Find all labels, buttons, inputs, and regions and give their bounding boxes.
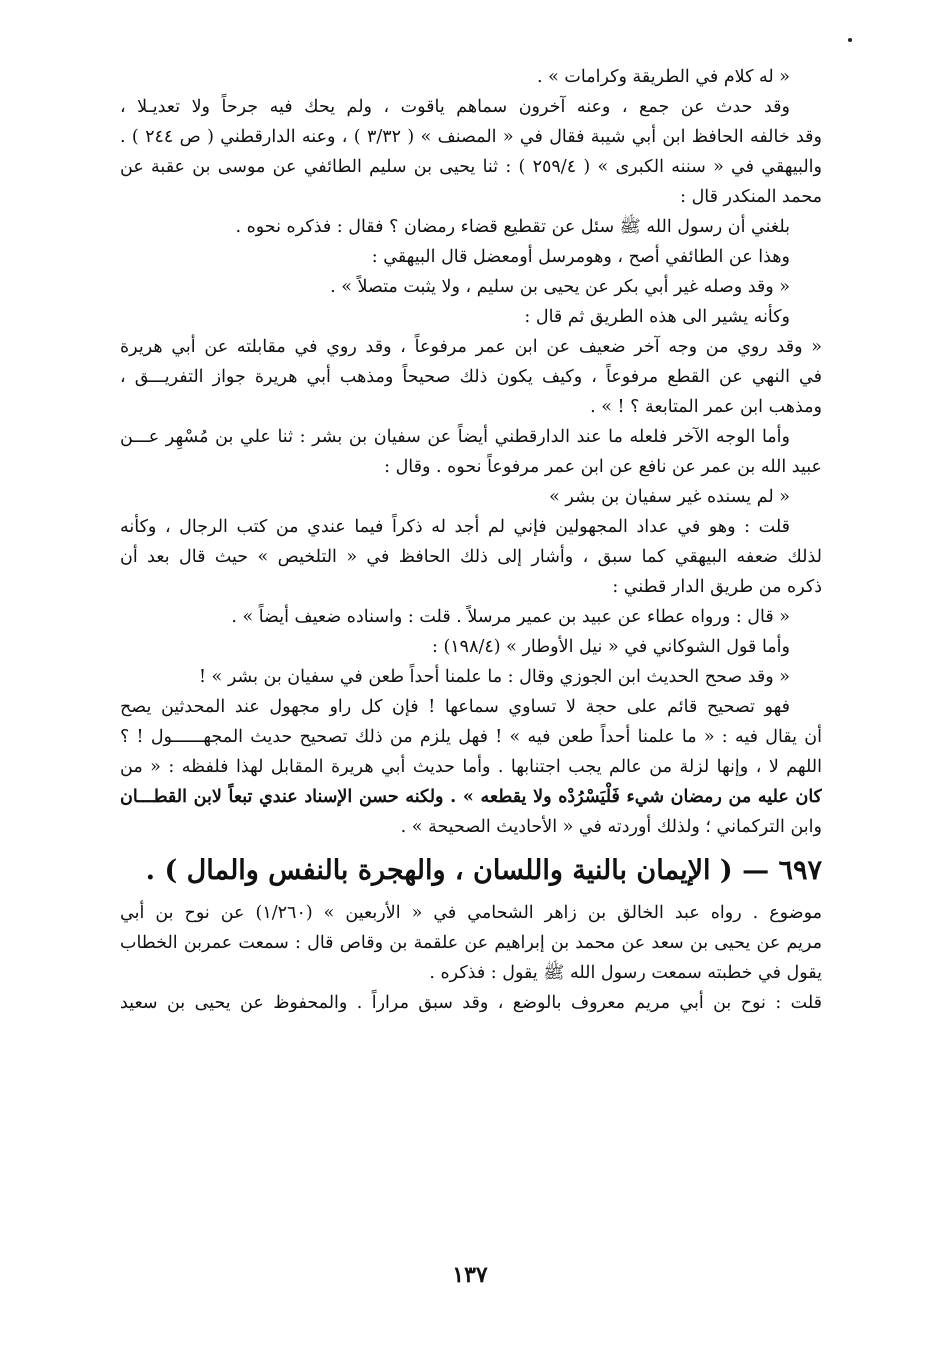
text-line: فهو تصحيح قائم على حجة لا تساوي سماعها ! فإن كل راو مجهول عند المحدثين يصح [120,697,790,717]
text-line: « وقد وصله غير أبي بكر عن يحيى بن سليم ، ولا يثبت متصلاً » . [330,277,790,297]
text-line: محمد المنكدر قال : [680,187,822,207]
text-line: أن يقال فيه : « ما علمنا أحداً طعن فيه » ! فهل يلزم من ذلك تصحيح حديث المجهــــــول ! ؟ [120,727,822,747]
text-line: ومذهب ابن عمر المتابعة ؟ ! » . [590,397,822,417]
text-line: يقول في خطبته سمعت رسول الله ﷺ يقول : فذكره . [429,963,822,983]
text-line: وابن التركماني ؛ ولذلك أوردته في « الأحاديث الصحيحة » . [400,817,822,837]
text-line: مريم عن يحيى بن سعد عن محمد بن إبراهيم عن علقمة بن وقاص قال : سمعت عمربن الخطاب [120,933,822,953]
text-line: ذكره من طريق الدار قطني : [612,577,822,597]
text-line: وأما الوجه الآخر فلعله ما عند الدارقطني أيضاً عن سفيان بن بشر : ثنا علي بن مُسْهِر عـــن [120,427,790,447]
text-line: وقد حدث عن جمع ، وعنه آخرون سماهم ياقوت ، ولم يحك فيه جرحاً ولا تعديـلا ، [120,97,790,117]
text-line: « لم يسنده غير سفيان بن بشر » [549,487,790,507]
text-line: قلت : وهو في عداد المجهولين فإني لم أجد له ذكراً فيما عندي من كتب الرجال ، وكأنه [120,517,790,537]
text-line: والبيهقي في « سننه الكبرى » ( ٢٥٩/٤ ) : ثنا يحيى بن سليم الطائفي عن موسى بن عقبة عن [120,157,822,177]
text-line: « وقد روي من وجه آخر ضعيف عن ابن عمر مرفوعاً ، وقد روي في مقابلته عن أبي هريرة [120,337,822,357]
text-line: عبيد الله بن عمر عن نافع عن ابن عمر مرفوعاً نحوه . وقال : [384,457,822,477]
text-line: « وقد صحح الحديث ابن الجوزي وقال : ما علمنا أحداً طعن في سفيان بن بشر » ! [198,667,790,687]
text-block-2 [120,898,822,1018]
text-line: كان عليه من رمضان شيء فَلْيَسْرُدْه ولا يقطعه » . ولكنه حسن الإسناد عندي تبعاً لابن القطـــان [120,787,822,807]
text-line: قلت : نوح بن أبي مريم معروف بالوضع ، وقد سبق مراراً . والمحفوظ عن يحيى بن سعيد [120,993,822,1013]
text-line: وهذا عن الطائفي أصح ، وهومرسل أومعضل قال البيهقي : [371,247,790,267]
text-line: موضوع . رواه عبد الخالق بن زاهر الشحامي في « الأربعين » (١/٢٦٠) عن نوح بن أبي [120,903,822,923]
text-line: بلغني أن رسول الله ﷺ سئل عن تقطيع قضاء رمضان ؟ فقال : فذكره نحوه . [235,217,790,237]
text-line: « قال : ورواه عطاء عن عبيد بن عمير مرسلاً . قلت : واسناده ضعيف أيضاً » . [231,607,790,627]
text-line: وقد خالفه الحافظ ابن أبي شيبة فقال في « المصنف » ( ٣/٣٢ ) ، وعنه الدارقطني ( ص ٢٤٤ ) . [120,127,822,147]
text-line: لذلك ضعفه البيهقي كما سبق ، وأشار إلى ذلك الحافظ في « التلخيص » حيث قال بعد أن [120,547,822,567]
page-mark [848,38,852,42]
text-line: « له كلام في الطريقة وكرامات » . [537,67,790,87]
page-number: ١٣٧ [452,1262,488,1288]
hadith-heading: ٦٩٧ — ( الإيمان بالنية واللسان ، والهجرة بالنفس والمال ) . [145,855,822,886]
text-line: وأما قول الشوكاني في « نيل الأوطار » (١٩٨/٤) : [431,637,790,657]
text-line: وكأنه يشير الى هذه الطريق ثم قال : [524,307,790,327]
text-line: في النهي عن القطع مرفوعاً ، وكيف يكون ذلك صحيحاً ومذهب أبي هريرة جواز التفريـــق ، [120,367,822,387]
text-line: اللهم لا ، وإنها لزلة من عالم يجب اجتنابها . وأما حديث أبي هريرة المقابل لهذا فلفظه : « من [120,757,822,777]
text-block-1 [120,62,822,842]
